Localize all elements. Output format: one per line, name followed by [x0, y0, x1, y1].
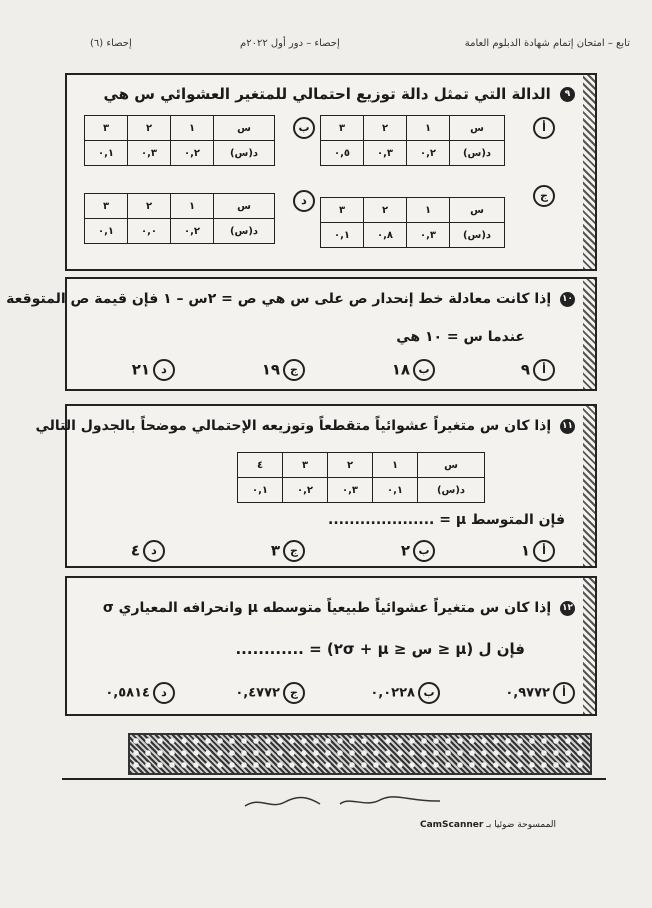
option-a[interactable]: أ١	[521, 540, 555, 562]
border-stripe	[583, 406, 595, 566]
option-d[interactable]: د٤	[131, 540, 165, 562]
option-d-table: س ١ ٢ ٣ د(س) ٠,٢ ٠,٠ ٠,١	[84, 193, 275, 244]
option-d[interactable]: د٢١	[132, 359, 175, 381]
probability-expression: فإن ل (μ ≤ س ≤ μ + ٢σ) = ............	[235, 640, 525, 658]
question-12-box	[65, 576, 597, 716]
distribution-table: س ١ ٢ ٣ ٤ د(س) ٠,١ ٠,٣ ٠,٢ ٠,١	[237, 452, 485, 503]
option-b-table: س ١ ٢ ٣ د(س) ٠,٢ ٠,٣ ٠,١	[84, 115, 275, 166]
mean-label: فإن المتوسط μ = ....................	[328, 512, 565, 528]
option-a[interactable]: أ٩	[521, 359, 555, 381]
header-left: (٦) إحصاء	[90, 38, 132, 49]
question-10-text: ١٠ إذا كانت معادلة خط إنحدار ص على س هي ص = ٢س – ١ فإن قيمة ص المتوقعة	[6, 291, 573, 307]
option-b[interactable]: ب١٨	[392, 359, 435, 381]
border-stripe	[583, 75, 595, 269]
signature-scribble	[240, 792, 450, 812]
question-number: ٩	[560, 87, 575, 102]
question-9-box	[65, 73, 597, 271]
option-b[interactable]: ب٢	[401, 540, 435, 562]
header-right: تابع – امتحان إتمام شهادة الدبلوم العامة	[464, 38, 630, 49]
header-middle: إحصاء – دور أول ٢٠٢٢م	[240, 38, 340, 49]
option-c[interactable]: ج١٩	[262, 359, 305, 381]
option-d[interactable]: د٠,٥٨١٤	[105, 682, 175, 704]
option-b[interactable]: ب٠,٠٢٢٨	[370, 682, 440, 704]
border-stripe	[583, 279, 595, 389]
question-10-line2: عندما س = ١٠ هي	[396, 329, 525, 345]
question-9-text: ٩ الدالة التي تمثل دالة توزيع احتمالي للمتغير العشوائي س هي	[104, 85, 576, 103]
option-c[interactable]: ج٣	[271, 540, 305, 562]
question-11-box	[35, 404, 597, 568]
option-c[interactable]: ج٠,٤٧٧٢	[235, 682, 305, 704]
option-a-label[interactable]: أ	[530, 117, 555, 139]
option-d-label[interactable]: د	[290, 190, 315, 212]
option-a-table: س ١ ٢ ٣ د(س) ٠,٢ ٠,٣ ٠,٥	[320, 115, 505, 166]
border-stripe	[583, 578, 595, 714]
question-10-box	[6, 277, 597, 391]
option-b-label[interactable]: ب	[290, 117, 315, 139]
decorative-ornament-band	[128, 733, 592, 775]
divider-line	[62, 778, 606, 780]
option-c-table: س ١ ٢ ٣ د(س) ٠,٣ ٠,٨ ٠,١	[320, 197, 505, 248]
question-12-text: ١٢ إذا كان س متغيراً عشوائياً طبيعياً متوسطه μ وانحرافه المعياري σ	[102, 600, 573, 616]
question-11-text: ١١ إذا كان س متغيراً عشوائياً متقطعاً وتوزيعه الإحتمالي موضحاً بالجدول التالي	[35, 418, 573, 434]
camscanner-watermark: الممسوحة ضوئيا بـ CamScanner	[420, 820, 557, 830]
option-a[interactable]: أ٠,٩٧٧٢	[505, 682, 575, 704]
page-header	[90, 38, 630, 58]
option-c-label[interactable]: ج	[530, 185, 555, 207]
